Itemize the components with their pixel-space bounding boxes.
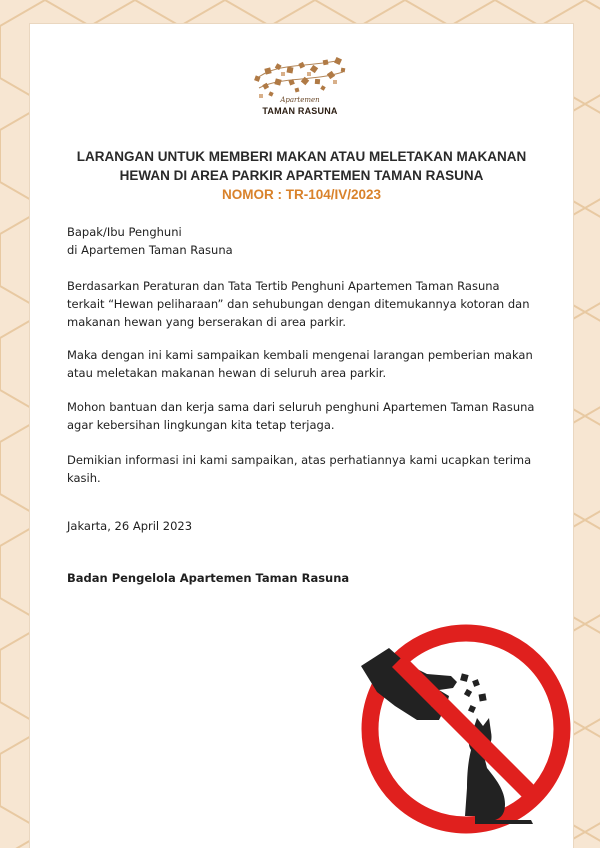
logo-tagline: Apartemen: [280, 96, 320, 104]
paragraph-3: Mohon bantuan dan kerja sama dari seluruh penghuni Apartemen Taman Rasuna agar kebersihan lingkungan kita tetap terjaga.: [67, 400, 535, 432]
salutation: [67, 223, 537, 259]
salutation-line-1: Bapak/Ibu Penghuni: [67, 225, 182, 239]
paragraph-4: Demikian informasi ini kami sampaikan, atas perhatiannya kami ucapkan terima kasih.: [67, 453, 532, 485]
place-date: Jakarta, 26 April 2023: [67, 519, 193, 533]
letter-number: NOMOR : TR-104/IV/2023: [221, 187, 382, 202]
salutation-line-2: di Apartemen Taman Rasuna: [67, 243, 233, 257]
title-line-2: HEWAN DI AREA PARKIR APARTEMEN TAMAN RASUNA: [119, 168, 484, 183]
paragraph-1: Berdasarkan Peraturan dan Tata Tertib Penghuni Apartemen Taman Rasuna terkait “Hewan peliharaan” dan sehubungan dengan ditemukannya kotoran dan makanan hewan yang berserakan di area parkir.: [67, 279, 530, 329]
logo-name: TAMAN RASUNA: [262, 106, 338, 116]
paragraph-2: Maka dengan ini kami sampaikan kembali mengenai larangan pemberian makan atau meletakan makanan hewan di seluruh area parkir.: [67, 348, 533, 380]
letter-title: [30, 147, 573, 204]
signer: Badan Pengelola Apartemen Taman Rasuna: [67, 571, 350, 585]
title-line-1: LARANGAN UNTUK MEMBERI MAKAN ATAU MELETAKAN MAKANAN: [76, 149, 527, 164]
no-feeding-cat-sign-icon: [355, 618, 577, 840]
